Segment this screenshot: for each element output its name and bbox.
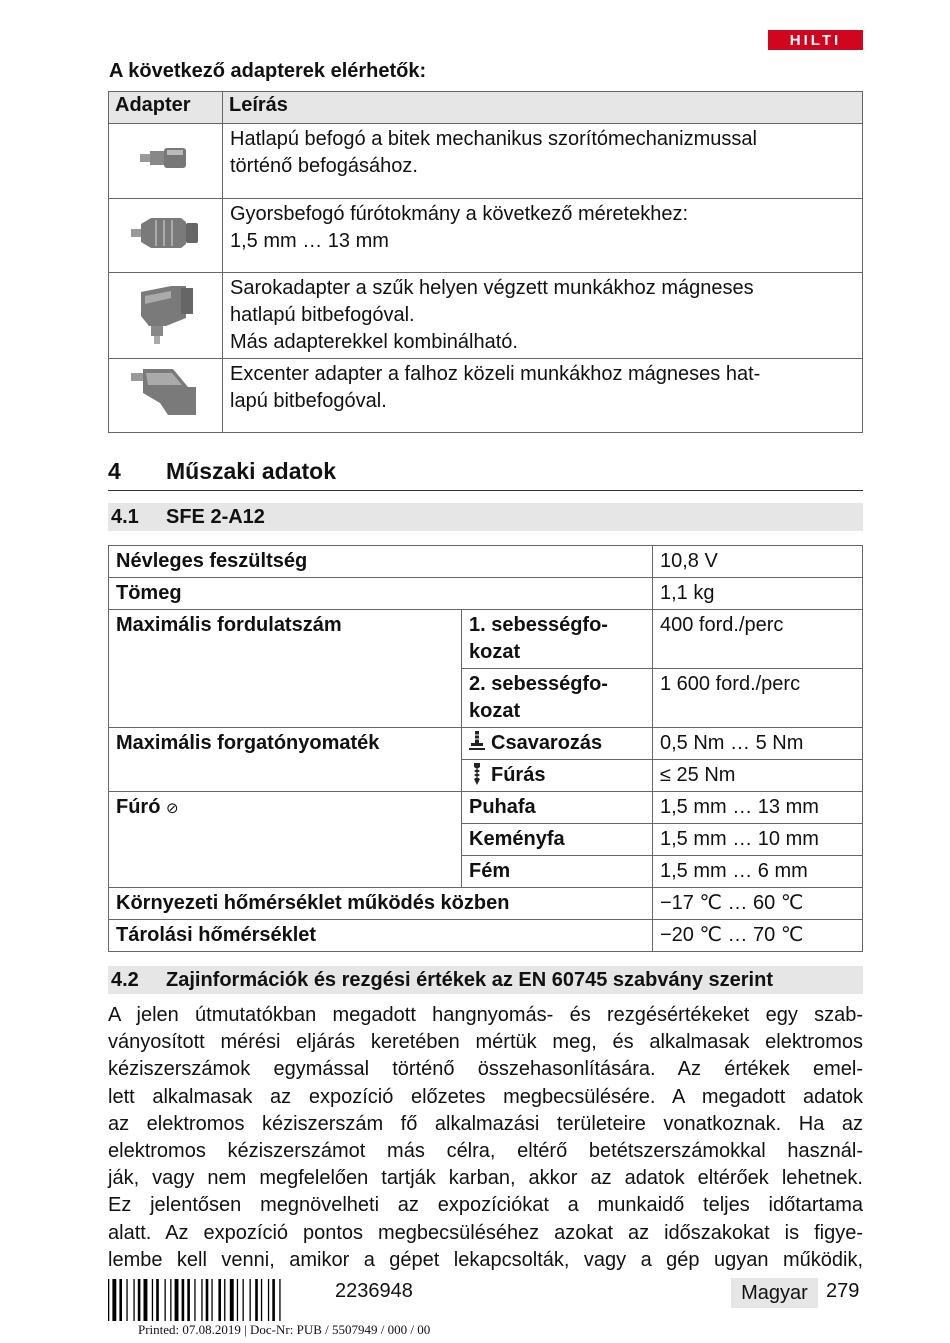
spec-label: Fúró ⊘ <box>109 792 462 888</box>
adapter-image-cell <box>109 199 223 273</box>
section-heading-4-2 <box>108 966 863 994</box>
spec-label: Tömeg <box>109 578 653 610</box>
screwdriving-icon <box>469 731 485 753</box>
table-row <box>109 920 863 952</box>
section-heading-4 <box>108 458 863 491</box>
section-title: Műszaki adatok <box>166 458 336 484</box>
spec-value: 0,5 Nm … 5 Nm <box>653 728 863 760</box>
spec-sublabel: Fúrás <box>462 760 653 792</box>
adapter-image-cell <box>109 124 223 199</box>
table-row <box>109 273 863 359</box>
table-row <box>109 888 863 920</box>
table-row <box>109 124 863 199</box>
barcode <box>108 1279 314 1321</box>
spec-label: Környezeti hőmérséklet működés közben <box>109 888 653 920</box>
spec-label: Maximális forgatónyomaték <box>109 728 462 792</box>
table-row <box>109 578 863 610</box>
table-row <box>109 610 863 669</box>
offset-adapter-icon <box>128 363 203 423</box>
section-number: 4 <box>108 458 121 484</box>
adapter-description: Sarokadapter a szűk helyen végzett munkákhoz mágneses hatlapú bitbefogóval. Más adapterekkel kombinálható. <box>223 273 863 359</box>
diameter-symbol: ⊘ <box>166 800 179 817</box>
section-title: Zajinformációk és rezgési értékek az EN 60745 szabvány szerint <box>166 969 773 991</box>
spec-sublabel: Puhafa <box>462 792 653 824</box>
spec-sublabel: 2. sebességfo- kozat <box>462 669 653 728</box>
spec-value: 1,5 mm … 13 mm <box>653 792 863 824</box>
print-info: Printed: 07.08.2019 | Doc-Nr: PUB / 5507949 / 000 / 00 <box>138 1322 431 1337</box>
spec-label: Névleges feszültség <box>109 546 653 578</box>
section-title: SFE 2-A12 <box>166 506 265 528</box>
drilling-icon <box>469 763 485 785</box>
hex-bit-holder-icon <box>136 143 196 173</box>
table-row <box>109 359 863 433</box>
spec-value: 10,8 V <box>653 546 863 578</box>
adapter-image-cell <box>109 273 223 359</box>
adapter-description: Excenter adapter a falhoz közeli munkákhoz mágneses hat- lapú bitbefogóval. <box>223 359 863 433</box>
section-number: 4.1 <box>111 506 139 528</box>
adapter-description: Hatlapú befogó a bitek mechanikus szorítómechanizmussal történő befogásához. <box>223 124 863 199</box>
spec-value: −20 ℃ … 70 ℃ <box>653 920 863 952</box>
page-number: 279 <box>826 1280 860 1302</box>
adapter-table <box>108 91 863 433</box>
section-number: 4.2 <box>111 969 139 991</box>
header-adapter: Adapter <box>109 92 223 124</box>
spec-sublabel: Fém <box>462 856 653 888</box>
header-description: Leírás <box>223 92 863 124</box>
spec-value: −17 ℃ … 60 ℃ <box>653 888 863 920</box>
hilti-logo: HILTI <box>768 30 863 50</box>
adapter-table-header <box>109 92 863 124</box>
spec-sublabel: Csavarozás <box>462 728 653 760</box>
spec-value: 1,5 mm … 6 mm <box>653 856 863 888</box>
spec-label: Tárolási hőmérséklet <box>109 920 653 952</box>
spec-value: 1,5 mm … 10 mm <box>653 824 863 856</box>
adapter-image-cell <box>109 359 223 433</box>
table-row <box>109 199 863 273</box>
adapter-description: Gyorsbefogó fúrótokmány a következő méretekhez: 1,5 mm … 13 mm <box>223 199 863 273</box>
section-heading-4-1 <box>108 503 863 531</box>
table-row <box>109 728 863 760</box>
adapters-intro: A következő adapterek elérhetők: <box>109 60 427 82</box>
quick-chuck-icon <box>126 208 206 258</box>
spec-value: ≤ 25 Nm <box>653 760 863 792</box>
spec-value: 1,1 kg <box>653 578 863 610</box>
spec-label: Maximális fordulatszám <box>109 610 462 728</box>
table-row <box>109 792 863 824</box>
spec-sublabel: Keményfa <box>462 824 653 856</box>
specs-table <box>108 545 863 952</box>
spec-value: 400 ford./perc <box>653 610 863 669</box>
angle-adapter-icon <box>131 278 201 348</box>
noise-vibration-paragraph: A jelen útmutatókban megadott hangnyomás- és rezgésértékeket egy szab- ványosított mérési eljárás keretében mértük meg, és alkalmasak elektromos kéziszerszámok egymással történő összehasonlítására. Az értékek emel- lett alkalmasak az expozíció előzetes megbecsülésére. A megadott adatok az elektromos kéziszerszám fő alkalmazási területeire vonatkoznak. Ha az elektromos kéziszerszámot más célra, eltérő betétszerszámokkal használ- ják, vagy nem megfelelően tartják karban, akkor az adatok eltérőek lehetnek. Ez jelentősen megnövelheti az expozíciókat a munkaidő teljes időtartama alatt. Az expozíció pontos megbecsüléséhez azokat az időszakokat is figye- lembe kell venni, amikor a gépet lekapcsolták, vagy a gép ugyan működik, <box>108 1004 863 1271</box>
language-badge: Magyar <box>731 1278 818 1308</box>
spec-sublabel: 1. sebességfo- kozat <box>462 610 653 669</box>
table-row <box>109 546 863 578</box>
spec-value: 1 600 ford./perc <box>653 669 863 728</box>
document-number: 2236948 <box>335 1280 413 1302</box>
